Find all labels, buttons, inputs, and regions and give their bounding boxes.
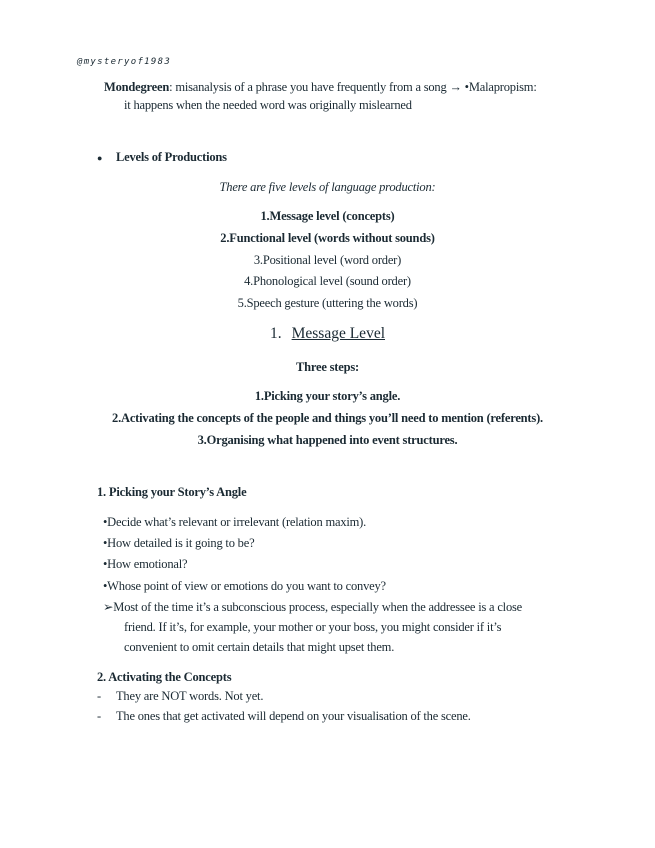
activating-point-text: The ones that get activated will depend on your visualisation of the scene. — [116, 709, 471, 723]
malapropism-continuation: it happens when the needed word was originally mislearned — [124, 98, 412, 112]
three-steps-heading: Three steps: — [296, 360, 359, 374]
activating-point — [97, 708, 471, 724]
mondegreen-definition — [104, 79, 537, 95]
level-item: 4.Phonological level (sound order) — [244, 274, 411, 288]
note-line: convenient to omit certain details that might upset them. — [124, 640, 395, 654]
section-number: 1. — [269, 325, 282, 342]
levels-heading-text: Levels of Productions — [116, 150, 227, 164]
dash-marker: - — [97, 689, 101, 703]
level-item: 2.Functional level (words without sounds) — [220, 231, 435, 245]
dash-marker: - — [97, 709, 101, 723]
level-item: 3.Positional level (word order) — [253, 253, 402, 267]
level-item: 5.Speech gesture (uttering the words) — [237, 296, 418, 310]
section-title: Message Level — [291, 325, 386, 342]
message-level-title — [0, 325, 655, 343]
note-line: Most of the time it’s a subconscious process, especially when the addressee is a close — [113, 600, 523, 614]
levels-intro: There are five levels of language production: — [219, 180, 436, 194]
story-angle-point: •Decide what’s relevant or irrelevant (relation maxim). — [103, 515, 367, 529]
story-angle-heading: 1. Picking your Story’s Angle — [97, 485, 247, 499]
step-item: 3.Organising what happened into event structures. — [197, 433, 458, 447]
story-angle-note — [103, 599, 522, 615]
levels-heading — [97, 149, 227, 166]
step-item: 2.Activating the concepts of the people and things you’ll need to mention (referents). — [112, 411, 543, 425]
mondegreen-text: : misanalysis of a phrase you have frequently from a song → •Malapropism: — [169, 80, 537, 94]
story-angle-point: •How emotional? — [103, 557, 188, 571]
activating-point-text: They are NOT words. Not yet. — [116, 689, 264, 703]
watermark: @mysteryof1983 — [77, 57, 172, 67]
mondegreen-term: Mondegreen — [104, 80, 170, 94]
arrow-bullet-icon: ➢ — [103, 600, 114, 614]
level-item: 1.Message level (concepts) — [260, 209, 395, 223]
activating-heading: 2. Activating the Concepts — [97, 670, 232, 684]
note-line: friend. If it’s, for example, your mother or your boss, you might consider if it’s — [124, 620, 502, 634]
activating-point — [97, 688, 263, 704]
step-item: 1.Picking your story’s angle. — [254, 389, 401, 403]
story-angle-point: •Whose point of view or emotions do you want to convey? — [103, 579, 386, 593]
story-angle-point: •How detailed is it going to be? — [103, 536, 255, 550]
bullet-icon: ● — [97, 153, 103, 163]
